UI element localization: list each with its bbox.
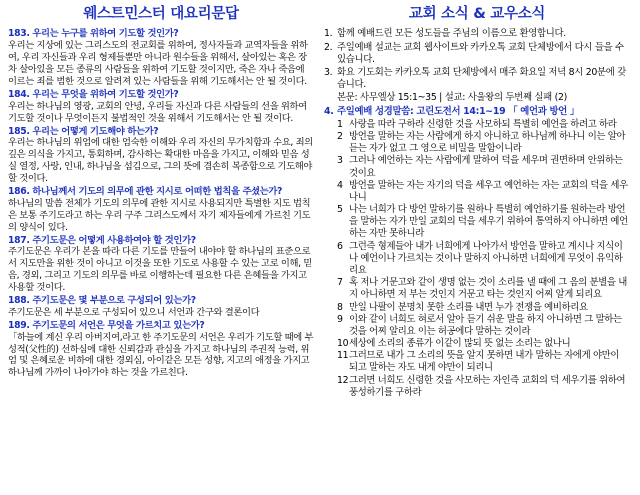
verse-text: 만일 나팔이 분명치 못한 소리를 내면 누가 전쟁을 예비하리요	[349, 301, 588, 313]
verse-text: 사랑을 따라 구하라 신령한 것을 사모하되 특별히 예언을 하려고 하라	[349, 118, 617, 130]
catechism-answer: 「하늘에 계신 우리 아버지여,라고 한 주기도문의 서언은 우리가 기도할 때에 부성적(父性的) 선하심에 대한 신뢰감과 관심을 가지고 하나님의 주권적 능력, 위엄 및 은혜로운 비하에 대한 경외심, 아이같은 모든 성향, 지고의 애정을 가지고 하나님께 가까이 나아가야 하는 것을 가르친다.	[8, 331, 314, 379]
catechism-question: 186. 하나님께서 기도의 의무에 관한 지시로 어떠한 법칙을 주셨는가?	[8, 185, 283, 197]
scripture-verses	[324, 119, 630, 399]
catechism-item	[8, 28, 314, 87]
verse-row	[337, 302, 630, 314]
verse-text: 그러면 너희도 신령한 것을 사모하는 자인즉 교회의 덕 세우기를 위하여 풍성하기를 구하라	[349, 374, 626, 398]
verse-text: 방언을 말하는 자는 자기의 덕을 세우고 예언하는 자는 교회의 덕을 세우나니	[349, 179, 628, 203]
verse-number: 8	[337, 301, 343, 313]
verse-row	[337, 241, 630, 278]
verse-number: 2	[337, 131, 343, 143]
catechism-question: 185. 우리는 어떻게 기도해야 하는가?	[8, 125, 159, 137]
verse-row	[337, 277, 630, 301]
catechism-answer: 주기도문은 세 부분으로 구성되어 있으니 서언과 간구와 결론이다	[8, 306, 260, 318]
right-column-title: 교회 소식 & 교우소식	[408, 6, 546, 22]
catechism-question: 184. 우리는 무엇을 위하여 기도할 것인가?	[8, 88, 179, 100]
verse-number: 10	[337, 338, 349, 350]
catechism-item	[8, 126, 314, 185]
catechism-question: 188. 주기도문은 몇 부분으로 구성되어 있는가?	[8, 294, 196, 306]
catechism-item	[8, 295, 314, 319]
catechism-question: 183. 우리는 누구를 위하여 기도할 것인가?	[8, 28, 179, 40]
verse-row	[337, 350, 630, 374]
verse-row	[337, 131, 630, 155]
verse-text: 나는 너희가 다 방언 말하기를 원하나 특별히 예언하기를 원하는라 방언을 말하는 자가 만일 교회의 덕을 세우기 위하여 통역하지 아니하면 예언하는 자만 못하니라	[349, 204, 628, 240]
catechism-answer: 우리는 지상에 있는 그리스도의 전교회를 위하여, 정사자들과 교역자들을 위하여, 우리 자신들과 우리 형제들뿐만 아니라 원수들을 위해서, 살아있는 혹은 장차 살아있을 모든 종류의 사람들을 위하여 기도할 것이지만, 죽은 자나 죽음에 이르는 죄를 범한 것으로 알려져 있는 사람들을 위해 기도해서는 안 될 것이다.	[8, 40, 308, 87]
verse-number: 4	[337, 179, 343, 191]
verse-number: 7	[337, 277, 343, 289]
catechism-item	[8, 186, 314, 234]
announcement-item	[324, 28, 630, 40]
announcements-list	[324, 28, 630, 104]
verse-row	[337, 180, 630, 204]
verse-text: 이와 같이 너희도 혀로서 알아 듣기 쉬운 말을 하지 아니하면 그 말하는 것을 어찌 알리요 이는 허공에다 말하는 것이라	[349, 313, 622, 337]
verse-row	[337, 314, 630, 338]
catechism-question: 189. 주기도문의 서언은 무엇을 가르치고 있는가?	[8, 319, 205, 331]
verse-row	[337, 338, 630, 350]
verse-number: 1	[337, 118, 343, 130]
announcement-number: 2.	[324, 41, 333, 53]
announcement-item	[324, 42, 630, 66]
verse-row	[337, 204, 630, 241]
scripture-heading-number: 4.	[324, 105, 334, 117]
catechism-answer: 우리는 하나님의 영광, 교회의 안녕, 우리들 자신과 다른 사람들의 선을 위하여 기도할 것이나 무엇이든지 불법적인 것을 위해서 기도해서는 안 될 것이다.	[8, 100, 307, 124]
catechism-item	[8, 320, 314, 379]
verse-row	[337, 119, 630, 131]
announcement-text: 함께 예배드린 모든 성도들을 주님의 이름으로 환영합니다.	[337, 28, 566, 40]
announcement-number: 1.	[324, 28, 333, 40]
catechism-answer: 주기도문은 우리가 본을 따라 다른 기도를 만들어 내야야 할 하나님의 표준으로서 지도만을 위한 것이 아니고 이것을 또한 기도로 사용할 수 있는 고로 이해, 믿음, 경외, 그리고 기도의 의무를 바로 이행하는데 필요한 다른 은혜들을 가지고 사용할 것이다.	[8, 246, 313, 294]
catechism-item	[8, 235, 314, 294]
verse-text: 세상에 소리의 종류가 이같이 많되 뜻 없는 소리는 없나니	[349, 338, 571, 350]
verse-number: 6	[337, 240, 343, 252]
scripture-heading	[324, 106, 630, 118]
right-column	[324, 6, 630, 495]
catechism-item	[8, 89, 314, 125]
verse-text: 그런즉 형제들아 내가 너희에게 나아가서 방언을 말하고 계시나 지식이나 예언이나 가르치는 것이나 말하지 아니하면 너희에게 무엇이 유익하리요	[349, 240, 623, 276]
sermon-reference: 본문: 사무엘상 15:1~35 | 설교: 사울왕의 두번째 실패 (2)	[337, 92, 567, 104]
verse-text: 혹 저나 거문고와 같이 생명 없는 것이 소리를 낼 때에 그 음의 분별을 내지 아니하면 저 부는 것인지 거문고 타는 것인지 어찌 알게 되리요	[349, 277, 627, 301]
scripture-heading-text: 주일예배 성경말씀: 고린도전서 14:1~19 「 예언과 방언 」	[337, 105, 580, 117]
verse-number: 12	[337, 374, 349, 386]
verse-number: 5	[337, 204, 343, 216]
verse-row	[337, 155, 630, 179]
verse-number: 9	[337, 313, 343, 325]
catechism-answer: 우리는 하나님의 위엄에 대한 엄숙한 이해와 우리 자신의 무가치함과 수요, 죄의 깊은 의식을 가지고, 통회하며, 감사하는 확대한 마음을 가지고, 이해와 믿음 성실 열정, 사랑, 인내, 하나님을 섬김으로, 그의 뜻에 겸손히 복종함으로 기도해야 할 것이다.	[8, 137, 313, 185]
announcement-text: 주일예배 설교는 교회 웹사이트와 카카오톡 교회 단체방에서 다시 들을 수 있습니다.	[337, 41, 624, 65]
catechism-question: 187. 주기도문은 어떻게 사용하여야 할 것인가?	[8, 234, 196, 246]
catechism-answer: 하나님의 말씀 전체가 기도의 의무에 관한 지시로 사용되지만 특별한 지도 법칙은 보통 주기도라고 하는 우리 구주 그리스도께서 자기 제자들에게 가르친 기도의 양식이 있다.	[8, 197, 311, 233]
verse-row	[337, 375, 630, 399]
verse-number: 3	[337, 155, 343, 167]
verse-text: 그러나 예언하는 자는 사람에게 말하여 덕을 세우며 권면하며 안위하는 것이요	[349, 155, 623, 179]
announcement-number: 3.	[324, 67, 333, 79]
left-column	[8, 6, 314, 495]
verse-text: 그러므로 내가 그 소리의 뜻을 알지 못하면 내가 말하는 자에게 야만이 되고 말하는 자도 내게 야만이 되리니	[349, 350, 620, 374]
verse-text: 방언을 말하는 자는 사람에게 하지 아니하고 하나님께 하나니 이는 알아 듣는 자가 없고 그 영으로 비밀을 말함이니라	[349, 131, 626, 155]
announcement-text: 화요 기도회는 카카오톡 교회 단체방에서 매주 화요일 저녁 8시 20분에 갖습니다.	[337, 67, 626, 91]
announcement-item	[324, 67, 630, 91]
left-column-title: 웨스트민스터 대요리문답	[83, 6, 239, 22]
verse-number: 11	[337, 350, 349, 362]
